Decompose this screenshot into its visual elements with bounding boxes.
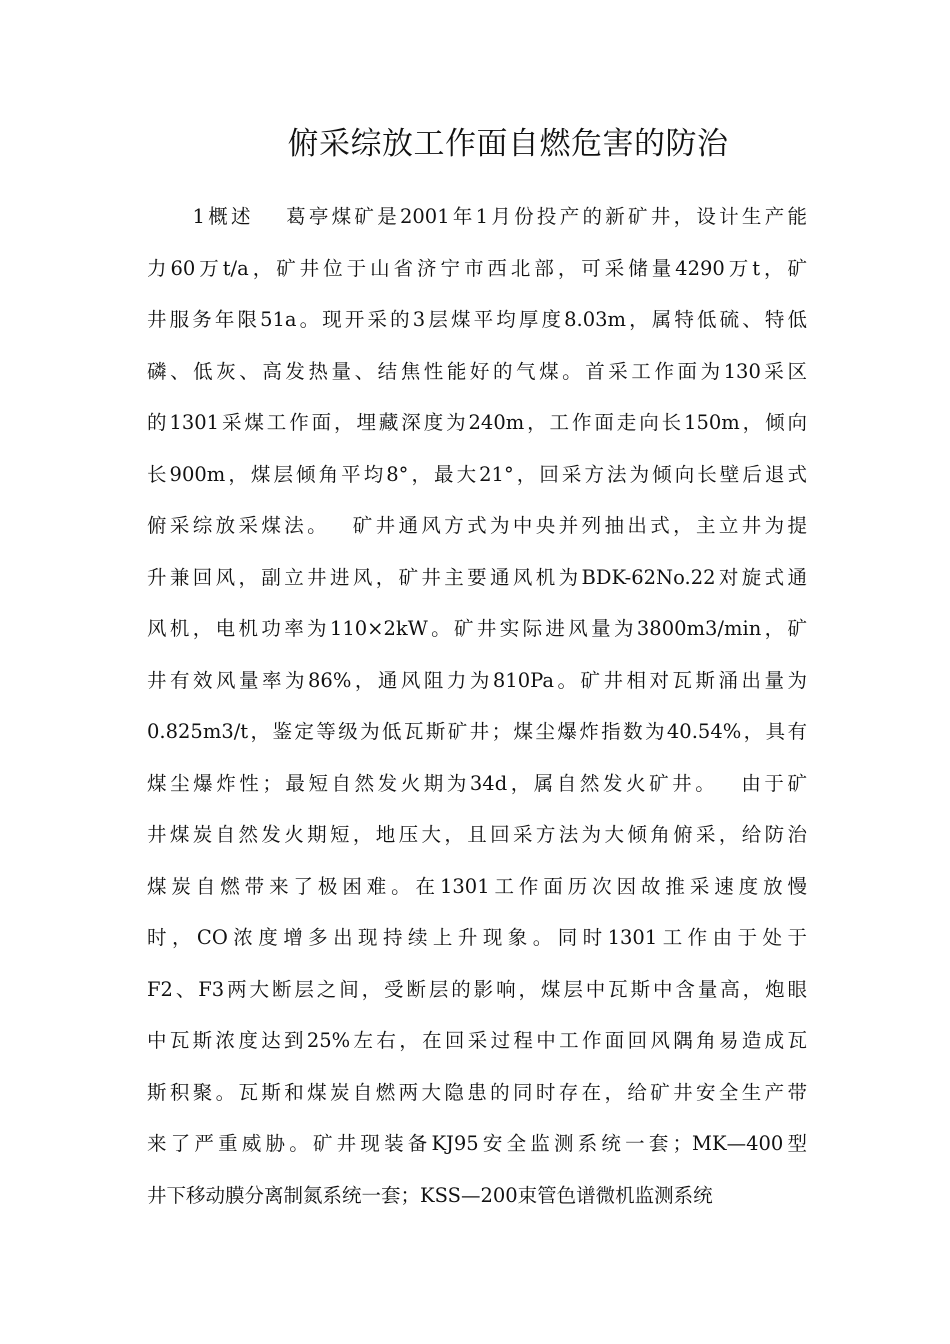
- body-line: 力60万t/a，矿井位于山省济宁市西北部，可采储量4290万t，矿: [147, 256, 807, 280]
- body-line: 升兼回风，副立井进风，矿井主要通风机为BDK-62No.22对旋式通: [147, 565, 807, 589]
- body-line: 的1301采煤工作面，埋藏深度为240m，工作面走向长150m，倾向: [147, 411, 807, 434]
- document-title: 俯采综放工作面自燃危害的防治: [287, 126, 729, 162]
- body-line: 井煤炭自然发火期短，地压大，且回采方法为大倾角俯采，给防治: [147, 823, 807, 846]
- body-line: 煤炭自燃带来了极困难。在1301工作面历次因故推采速度放慢: [147, 874, 807, 898]
- body-line: 井服务年限51a。现开采的3层煤平均厚度8.03m，属特低硫、特低: [147, 308, 807, 331]
- body-line: 风机，电机功率为110×2kW。矿井实际进风量为3800m3/min，矿: [147, 617, 807, 640]
- body-line: 俯采综放采煤法。 矿井通风方式为中央并列抽出式，主立井为提: [147, 514, 807, 537]
- body-line: 中瓦斯浓度达到25%左右，在回采过程中工作面回风隅角易造成瓦: [147, 1029, 807, 1052]
- body-line: 井下移动膜分离制氮系统一套；KSS—200束管色谱微机监测系统: [147, 1183, 713, 1207]
- body-line: 时，CO浓度增多出现持续上升现象。同时1301工作由于处于: [147, 926, 807, 949]
- body-line: 0.825m3/t，鉴定等级为低瓦斯矿井；煤尘爆炸指数为40.54%，具有: [147, 720, 807, 743]
- body-line: F2、F3两大断层之间，受断层的影响，煤层中瓦斯中含量高，炮眼: [147, 977, 807, 1001]
- body-line: 长900m，煤层倾角平均8°，最大21°，回采方法为倾向长壁后退式: [147, 462, 807, 486]
- body-line: 1概述 葛亭煤矿是2001年1月份投产的新矿井，设计生产能: [147, 205, 807, 228]
- body-line: 来了严重威胁。矿井现装备KJ95安全监测系统一套；MK—400型: [147, 1132, 807, 1155]
- body-line: 煤尘爆炸性；最短自然发火期为34d，属自然发火矿井。 由于矿: [147, 771, 807, 795]
- body-line: 磷、低灰、高发热量、结焦性能好的气煤。首采工作面为130采区: [147, 359, 807, 383]
- document-body: [147, 191, 807, 1221]
- body-line: 斯积聚。瓦斯和煤炭自燃两大隐患的同时存在，给矿井安全生产带: [147, 1080, 807, 1104]
- body-line: 井有效风量率为86%，通风阻力为810Pa。矿井相对瓦斯涌出量为: [147, 668, 807, 692]
